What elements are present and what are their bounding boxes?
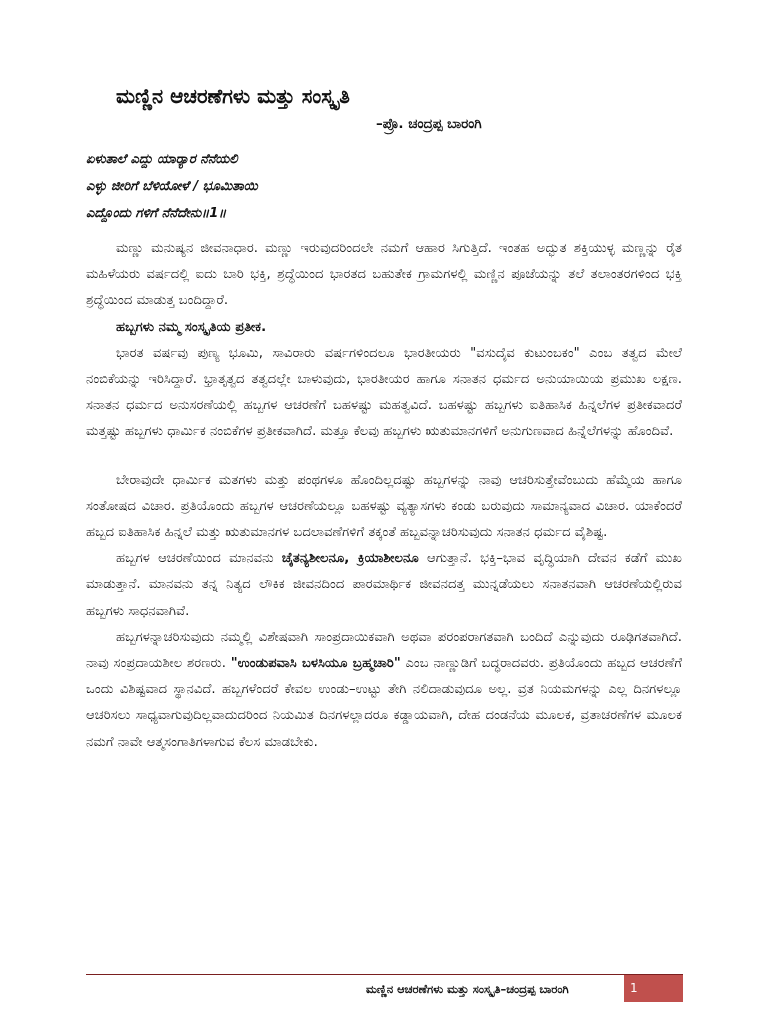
bold-phrase: ಚೈತನ್ಯಶೀಲನೂ, ಕ್ರಿಯಾಶೀಲನೂ <box>281 551 419 567</box>
paragraph-celebration <box>86 546 682 625</box>
text-run: ಆಗುತ್ತಾನೆ. ಭಕ್ತಿ–ಭಾವ ವೃದ್ಧಿಯಾಗಿ ದೇವನ ಕಡೆಗೆ ಮುಖ ಮಾಡುತ್ತಾನೆ. ಮಾನವನು ತನ್ನ ನಿತ್ಯದ ಲೌಕಿಕ ಜೀವನದಿಂದ ಪಾರಮಾರ್ಥಿಕ ಜೀವನದತ್ತ ಮುನ್ನಡೆಯಲು ಸನಾತನವಾಗಿ ಆಚರಣೆಯಲ್ಲಿರುವ ಹಬ್ಬಗಳು ಸಾಧನವಾಗಿವೆ. <box>86 551 682 619</box>
section-heading: ಹಬ್ಬಗಳು ನಮ್ಮ ಸಂಸ್ಕೃತಿಯ ಪ್ರತೀಕ. <box>116 319 267 335</box>
article-title: ಮಣ್ಣಿನ ಆಚರಣೆಗಳು ಮತ್ತು ಸಂಸ್ಕೃತಿ <box>116 84 350 108</box>
article-body <box>86 236 682 756</box>
article-author: –ಪ್ರೊ. ಚಂದ್ರಪ್ಪ ಬಾರಂಗಿ <box>376 116 482 132</box>
paragraph-intro: ಮಣ್ಣು ಮನುಷ್ಯನ ಜೀವನಾಧಾರ. ಮಣ್ಣು ಇರುವುದರಿಂದಲೇ ನಮಗೆ ಆಹಾರ ಸಿಗುತ್ತಿದೆ. ಇಂತಹ ಅದ್ಭುತ ಶಕ್ತಿಯುಳ್ಳ ಮಣ್ಣನ್ನು ರೈತ ಮಹಿಳೆಯರು ವರ್ಷದಲ್ಲಿ ಐದು ಬಾರಿ ಭಕ್ತಿ, ಶ್ರದ್ಧೆಯಿಂದ ಭಾರತದ ಬಹುತೇಕ ಗ್ರಾಮಗಳಲ್ಲಿ ಮಣ್ಣಿನ ಪೂಜೆಯನ್ನು ತಲೆ ತಲಾಂತರಗಳಿಂದ ಭಕ್ತಿ ಶ್ರದ್ಧೆಯಿಂದ ಮಾಡುತ್ತ ಬಂದಿದ್ದಾರೆ. <box>86 241 682 309</box>
page-number-badge: 1 <box>624 975 683 1002</box>
footer-divider <box>86 974 683 975</box>
paragraph-tradition <box>86 625 682 756</box>
text-run: ಹಬ್ಬಗಳ ಆಚರಣೆಯಿಂದ ಮಾನವನು <box>116 551 282 567</box>
text-run: ಹಬ್ಬಗಳನ್ನಾಚರಿಸುವುದು ನಮ್ಮಲ್ಲಿ ವಿಶೇಷವಾಗಿ ಸಾಂಪ್ರದಾಯಿಕವಾಗಿ ಅಥವಾ ಪರಂಪರಾಗತವಾಗಿ ಬಂದಿದೆ ಎನ್ನುವುದು ರೂಢಿಗತವಾಗಿದೆ. ನಾವು ಸಂಪ್ರದಾಯಶೀಲ ಶರಣರು. <box>86 629 682 672</box>
paragraph-gap <box>86 446 682 468</box>
poem-line: ಎದ್ದೊಂದು ಗಳಿಗೆ ನೆನೆದೇನು॥1॥ <box>86 206 227 221</box>
paragraph-religions: ಬೇರಾವುದೇ ಧಾರ್ಮಿಕ ಮತಗಳು ಮತ್ತು ಪಂಥಗಳೂ ಹೊಂದಿಲ್ಲದಷ್ಟು ಹಬ್ಬಗಳನ್ನು ನಾವು ಆಚರಿಸುತ್ತೇವೆಂಬುದು ಹೆಮ್ಮೆಯ ಹಾಗೂ ಸಂತೋಷದ ವಿಚಾರ. ಪ್ರತಿಯೊಂದು ಹಬ್ಬಗಳ ಆಚರಣೆಯಲ್ಲೂ ಬಹಳಷ್ಟು ವ್ಯತ್ಯಾಸಗಳು ಕಂಡು ಬರುವುದು ಸಾಮಾನ್ಯವಾದ ವಿಚಾರ. ಯಾಕೆಂದರೆ ಹಬ್ಬದ ಐತಿಹಾಸಿಕ ಹಿನ್ನಲೆ ಮತ್ತು ಋತುಮಾನಗಳ ಬದಲಾವಣೆಗಳಿಗೆ ತಕ್ಕಂತೆ ಹಬ್ಬವನ್ನಾಚರಿಸುವುದು ಸನಾತನ ಧರ್ಮದ ವೈಶಿಷ್ಟ. <box>86 472 682 541</box>
bold-proverb: "ಉಂಡುಪವಾಸಿ ಬಳಸಿಯೂ ಬ್ರಹ್ಮಚಾರಿ" <box>230 656 401 672</box>
footer-running-title: ಮಣ್ಣಿನ ಆಚರಣೆಗಳು ಮತ್ತು ಸಂಸ್ಕೃತಿ–ಚಂದ್ರಪ್ಪ ಬಾರಂಗಿ <box>366 982 569 996</box>
poem-line: ಎಳ್ಳು ಜೀರಿಗೆ ಬೆಳಿಯೋಳೆ / ಭೂಮಿತಾಯಿ <box>86 179 258 194</box>
poem-line: ಏಳುತಾಲೆ ಎದ್ದು ಯಾರ್‍ಯಾರ ನೆನೆಯಲಿ <box>86 152 238 167</box>
text-run: ಎಂಬ ನಾಣ್ಣುಡಿಗೆ ಬದ್ಧರಾದವರು. ಪ್ರತಿಯೊಂದು ಹಬ್ಬದ ಆಚರಣೆಗೆ ಒಂದು ವಿಶಿಷ್ಟವಾದ ಸ್ಥಾನವಿದೆ. ಹಬ್ಬಗಳೆಂದರೆ ಕೇವಲ ಉಂಡು–ಉಟ್ಟು ತೇಗಿ ನಲಿದಾಡುವುದೂ ಅಲ್ಲ. ವ್ರತ ನಿಯಮಗಳನ್ನು ಎಲ್ಲ ದಿನಗಳಲ್ಲೂ ಆಚರಿಸಲು ಸಾಧ್ಯವಾಗುವುದಿಲ್ಲವಾದುದರಿಂದ ನಿಯಮಿತ ದಿನಗಳಲ್ಲಾದರೂ ಕಡ್ಡಾಯವಾಗಿ, ದೇಹ ದಂಡನೆಯ ಮೂಲಕ, ವ್ರತಾಚರಣೆಗಳ ಮೂಲಕ ನಮಗೆ ನಾವೇ ಆತ್ಮಸಂಗಾತಿಗಳಾಗುವ ಕೆಲಸ ಮಾಡಬೇಕು. <box>86 656 682 750</box>
paragraph-festivals: ಭಾರತ ವರ್ಷವು ಪುಣ್ಯ ಭೂಮಿ, ಸಾವಿರಾರು ವರ್ಷಗಳಿಂದಲೂ ಭಾರತೀಯರು "ವಸುದೈವ ಕುಟುಂಬಕಂ" ಎಂಬ ತತ್ವದ ಮೇಲೆ ನಂಬಿಕೆಯನ್ನು ಇರಿಸಿದ್ದಾರೆ. ಭ್ರಾತೃತ್ವದ ತತ್ವದಲ್ಲೇ ಬಾಳುವುದು, ಭಾರತೀಯರ ಹಾಗೂ ಸನಾತನ ಧರ್ಮದ ಅನುಯಾಯಿಯ ಪ್ರಮುಖ ಲಕ್ಷಣ. ಸನಾತನ ಧರ್ಮದ ಅನುಸರಣೆಯಲ್ಲಿ ಹಬ್ಬಗಳ ಆಚರಣೆಗೆ ಬಹಳಷ್ಟು ಮಹತ್ವವಿದೆ. ಬಹಳಷ್ಟು ಹಬ್ಬಗಳು ಐತಿಹಾಸಿಕ ಹಿನ್ನಲೆಗಳ ಪ್ರತೀಕವಾದರೆ ಮತ್ತಷ್ಟು ಹಬ್ಬಗಳು ಧಾರ್ಮಿಕ ನಂಬಿಕೆಗಳ ಪ್ರತೀಕವಾಗಿದೆ. ಮತ್ತೂ ಕೆಲವು ಹಬ್ಬಗಳು ಋತುಮಾನಗಳಿಗೆ ಅನುಗುಣವಾದ ಹಿನ್ನೆಲೆಗಳನ್ನು ಹೊಂದಿವೆ. <box>86 345 682 440</box>
epigraph-poem <box>86 146 258 227</box>
